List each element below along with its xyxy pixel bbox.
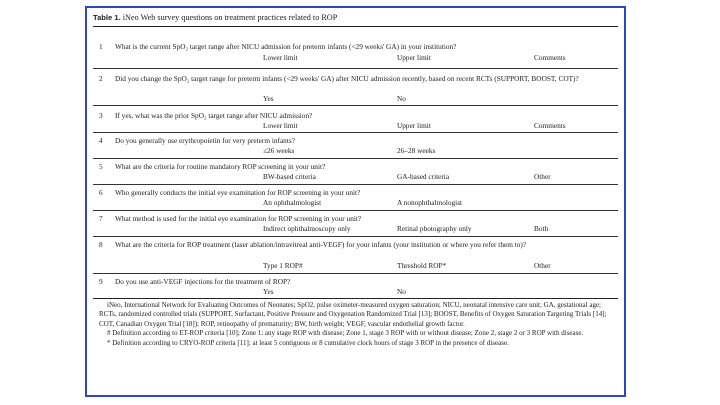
row-option: Other (534, 172, 551, 181)
row-option: A nonophthalmologist (397, 198, 463, 207)
row-option: No (397, 287, 406, 296)
row-number: 7 (99, 214, 103, 223)
table-row (93, 136, 618, 146)
row-option: ≤26 weeks (263, 146, 295, 155)
row-option: Upper limit (397, 53, 431, 62)
row-divider (93, 158, 618, 159)
row-number: 9 (99, 277, 103, 286)
table-title-text: iNeo Web survey questions on treatment practices related to ROP (122, 13, 338, 22)
row-question: Do you generally use erythropoietin for very preterm infants? (115, 136, 295, 145)
row-number: 2 (99, 74, 103, 83)
row-option: Comments (534, 121, 566, 130)
row-option: Yes (263, 94, 274, 103)
row-question: What method is used for the initial eye examination for ROP screening in your unit? (115, 214, 362, 223)
row-option: Comments (534, 53, 566, 62)
row-question: What is the current SpO₂ target range after NICU admission for preterm infants (<29 weeks' GA) in your institution? (115, 42, 457, 51)
row-number: 5 (99, 162, 103, 171)
row-number: 1 (99, 42, 103, 51)
row-divider (93, 184, 618, 185)
row-option: Both (534, 224, 549, 233)
row-option: Retinal photography only (397, 224, 472, 233)
row-question: Who generally conducts the initial eye examination for ROP screening in your unit? (115, 188, 361, 197)
row-option: Indirect ophthalmoscopy only (263, 224, 351, 233)
row-question: What are the criteria for routine mandatory ROP screening in your unit? (115, 162, 326, 171)
table-row (93, 111, 618, 121)
table-row (93, 214, 618, 224)
row-option: Threshold ROP* (397, 261, 447, 270)
row-question: If yes, what was the prior SpO₂ target range after NICU admission? (115, 111, 313, 120)
table-row (93, 162, 618, 172)
row-option: BW-based criteria (263, 172, 316, 181)
row-option: Yes (263, 287, 274, 296)
table-footnotes (99, 301, 613, 348)
table-title (93, 13, 337, 22)
footnote-cryo-rop: * Definition according to CRYO-ROP criteria [11]: at least 5 contiguous or 8 cumulative clock hours of stage 3 ROP in the presence of disease. (107, 338, 509, 347)
row-divider (93, 210, 618, 211)
row-option: An ophthalmologist (263, 198, 322, 207)
row-option: Other (534, 261, 551, 270)
table-row (93, 240, 618, 250)
table-label: Table 1. (93, 13, 121, 22)
row-option: Lower limit (263, 53, 298, 62)
footnote-et-rop: # Definition according to ET-ROP criteria [10]; Zone 1: any stage ROP with disease; Zone 1, stage 3 ROP with or without disease; Zone 2, stage 2 or 3 ROP with disease. (107, 329, 584, 338)
row-divider (93, 105, 618, 106)
row-divider (93, 132, 618, 133)
row-number: 6 (99, 188, 103, 197)
row-option: Type 1 ROP# (263, 261, 303, 270)
row-number: 8 (99, 240, 103, 249)
row-divider (93, 236, 618, 237)
table-row (93, 74, 618, 84)
row-number: 3 (99, 111, 103, 120)
top-rule (93, 26, 618, 27)
row-option: Upper limit (397, 121, 431, 130)
row-question: Do you use anti-VEGF injections for the treatment of ROP? (115, 277, 291, 286)
table-row (93, 277, 618, 287)
row-option: 26–28 weeks (397, 146, 436, 155)
row-option: No (397, 94, 406, 103)
row-divider (93, 273, 618, 274)
document-frame (85, 6, 626, 397)
table-row (93, 188, 618, 198)
row-number: 4 (99, 136, 103, 145)
row-divider (93, 68, 618, 69)
row-option: GA-based criteria (397, 172, 450, 181)
row-option: Lower limit (263, 121, 298, 130)
bottom-rule (93, 298, 618, 299)
row-question: What are the criteria for ROP treatment (laser ablation/intravitreal anti-VEGF) for your infants (your institution or where you refer them to)? (115, 240, 527, 249)
footnote-abbreviations: iNeo, International Network for Evaluating Outcomes of Neonates; SpO2, pulse oximeter-measured oxygen saturation; NICU, neonatal intensive care unit; GA, gestational age; RCTs, randomized controlled trials (SUPPORT, Surfactant, Positive Pressure and Oxygenation Randomized Trial [13]; BOOST, Benefits of Oxygen Saturation Targeting Trials [14]; COT, Canadian Oxygen Trial [18]); ROP, retinopathy of prematurity; BW, birth weight; VEGF, vascular endothelial growth factor. (99, 301, 607, 328)
row-question: Did you change the SpO₂ target range for preterm infants (<29 weeks' GA) after NICU admission recently, based on recent RCTs (SUPPORT, BOOST, COT)? (115, 74, 579, 83)
table-row (93, 42, 618, 52)
